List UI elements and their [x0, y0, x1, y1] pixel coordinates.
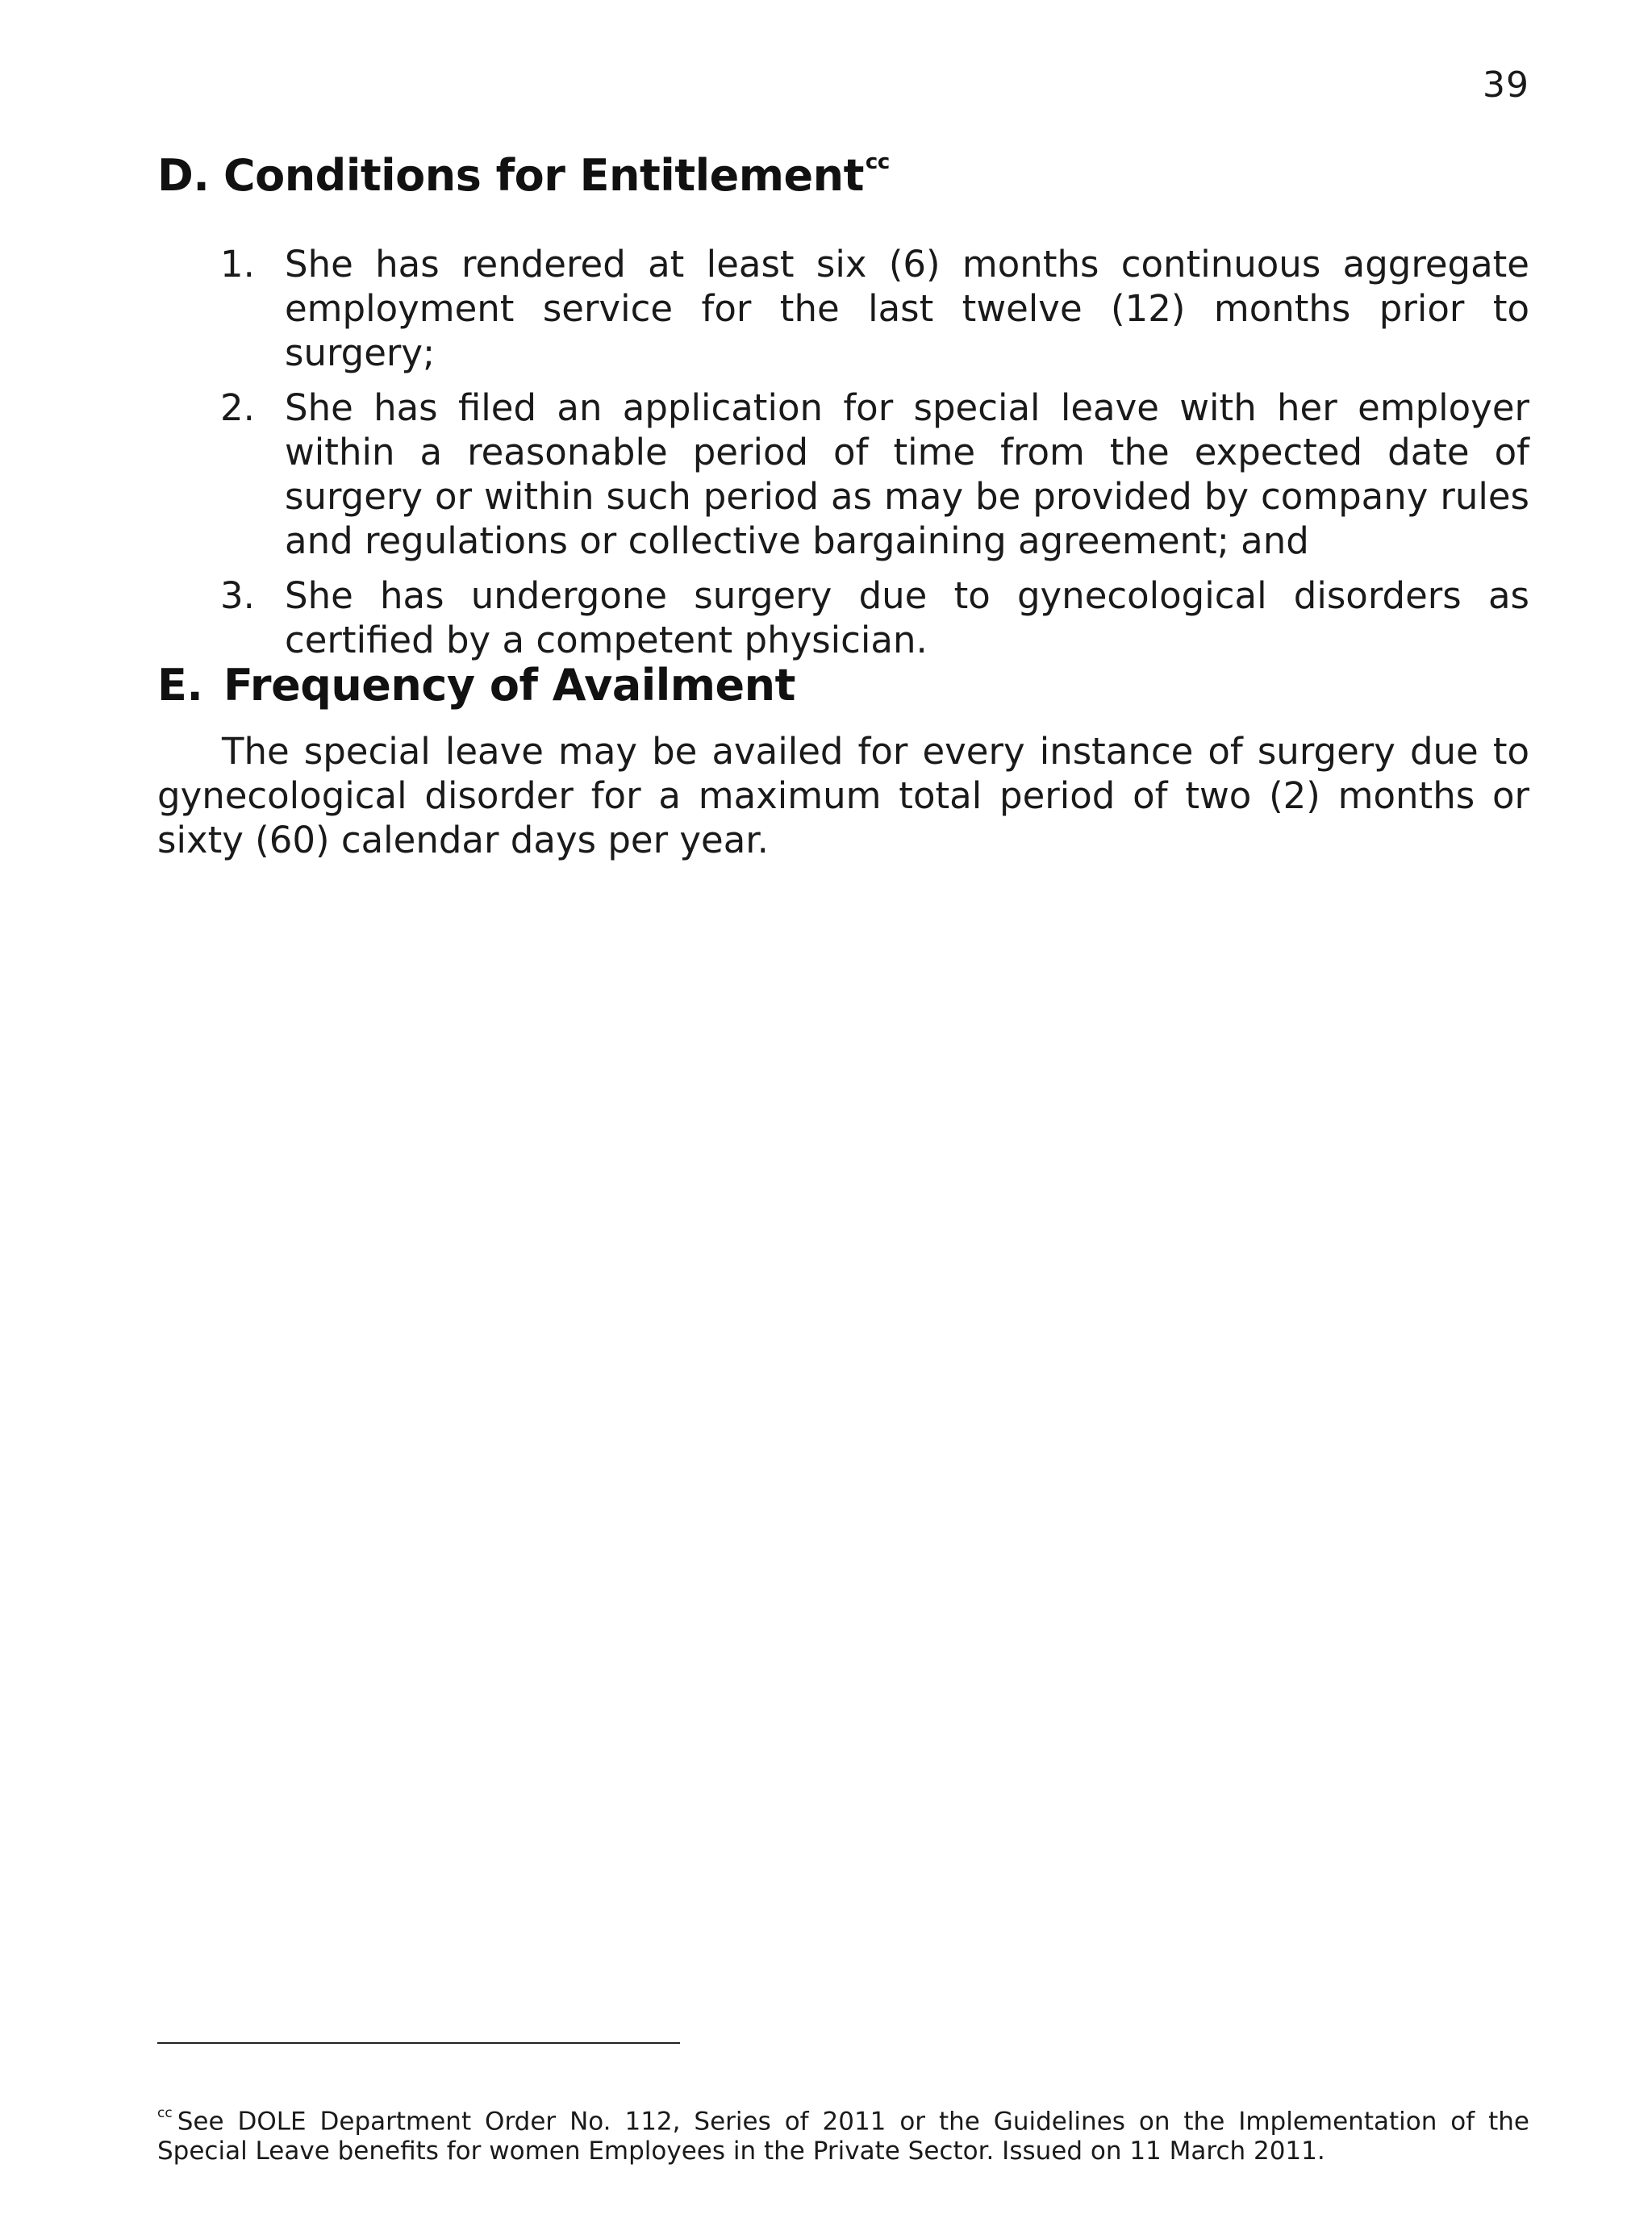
list-item — [157, 573, 1529, 662]
list-item-text: She has filed an application for special leave with her employer within a reasonable period of time from the expected date of surgery or within such period as may be provided by company rules and regulations or collective bargaining agreement; and — [285, 386, 1529, 562]
list-item-text: She has undergone surgery due to gynecological disorders as certified by a competent physician. — [285, 574, 1529, 661]
list-item-number: 1. — [220, 243, 255, 286]
footnote-marker: cc — [157, 2105, 173, 2121]
list-item-number: 3. — [220, 574, 255, 617]
list-item — [157, 242, 1529, 375]
footnote-reference: cc — [865, 150, 890, 174]
entitlement-conditions-list — [157, 242, 1529, 673]
footnote-divider — [157, 2042, 680, 2044]
list-item-number: 2. — [220, 386, 255, 429]
footnote-text: See DOLE Department Order No. 112, Series of 2011 or the Guidelines on the Implementation of the Special Leave benefits for women Employees in the Private Sector. Issued on 11 March 2011. — [157, 2107, 1529, 2166]
section-letter: E. — [157, 660, 203, 711]
section-heading-conditions — [157, 150, 890, 201]
page-number: 39 — [1483, 65, 1529, 106]
frequency-paragraph: The special leave may be availed for every instance of surgery due to gynecological disorder for a maximum total period of two (2) months or sixty (60) calendar days per year. — [157, 730, 1529, 861]
section-letter: D. — [157, 150, 210, 201]
list-item — [157, 386, 1529, 563]
section-title: Conditions for Entitlement — [223, 150, 864, 201]
section-title: Frequency of Availment — [223, 660, 795, 711]
list-item-text: She has rendered at least six (6) months continuous aggregate employment service for the last twelve (12) months prior to surgery; — [285, 243, 1529, 374]
section-heading-frequency — [157, 660, 795, 711]
footnote — [157, 2102, 1529, 2166]
